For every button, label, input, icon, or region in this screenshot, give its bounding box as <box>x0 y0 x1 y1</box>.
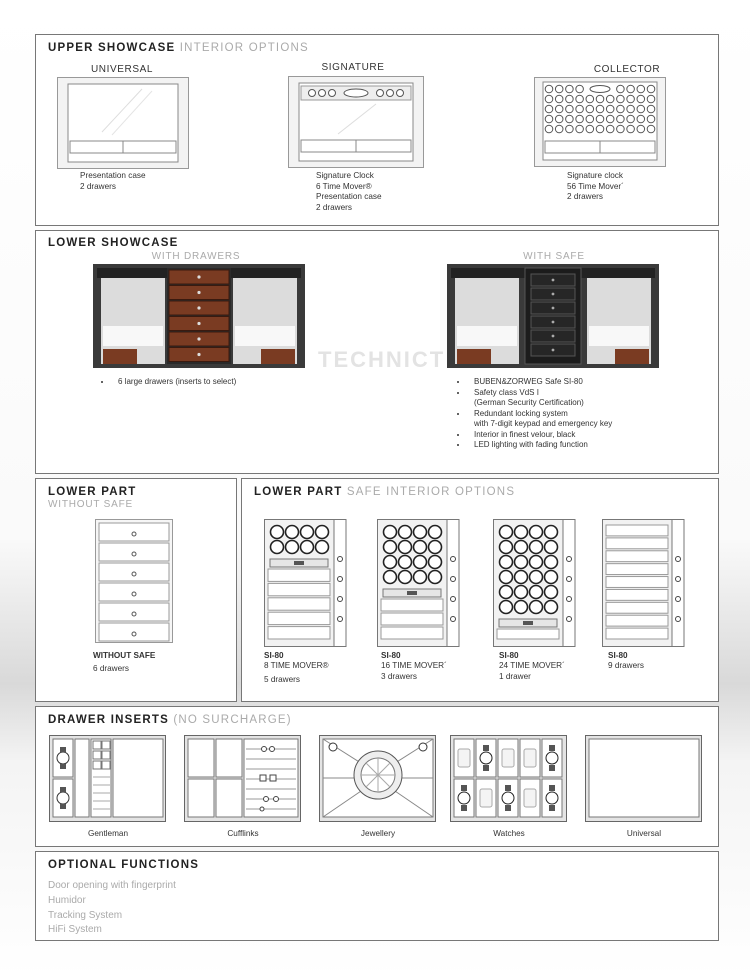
universal-case-image <box>57 77 189 169</box>
drawers-bullet-item: • 6 large drawers (inserts to select) <box>112 377 236 388</box>
insert-jewellery-label: Jewellery <box>360 829 396 838</box>
without-safe-caption-title: WITHOUT SAFE <box>93 651 156 660</box>
safe-bullets <box>452 377 612 451</box>
without-safe-caption-text: 6 drawers <box>93 664 129 673</box>
safe-option-model: SI-80 <box>264 651 284 660</box>
safe-bullet-item: • Redundant locking system with 7-digit keypad and emergency key <box>468 409 612 430</box>
safe-option-line2: 5 drawers <box>264 675 300 684</box>
safe-option-line1: 8 TIME MOVER® <box>264 661 329 670</box>
lower-showcase-title: LOWER SHOWCASE <box>48 237 179 249</box>
safe-option-image <box>377 519 463 647</box>
optional-functions-title: OPTIONAL FUNCTIONS <box>48 859 200 871</box>
without-safe-image <box>95 519 173 643</box>
insert-cufflinks-label: Cufflinks <box>227 829 259 838</box>
upper-showcase-title: UPPER SHOWCASE INTERIOR OPTIONS <box>48 42 309 54</box>
safe-option-image <box>493 519 579 647</box>
option-universal-caption: Presentation case 2 drawers <box>80 171 146 191</box>
watermark-text: TECHNICT <box>318 347 446 372</box>
lower-part-title: LOWER PART <box>48 486 137 498</box>
collector-case-image <box>534 77 666 167</box>
insert-watches-label: Watches <box>493 829 525 838</box>
insert-gentleman-image <box>49 735 167 825</box>
drawers-bullets <box>96 377 236 388</box>
safe-options-panel <box>241 478 719 702</box>
insert-universal-label: Universal <box>626 829 662 838</box>
safe-option-line2: 1 drawer <box>499 672 531 681</box>
safe-option-line1: 16 TIME MOVER´ <box>381 661 447 670</box>
functions-list <box>48 879 176 938</box>
drawers-showcase-image <box>93 264 305 368</box>
lower-part-panel <box>35 478 237 702</box>
safe-option-line1: 9 drawers <box>608 661 644 670</box>
safe-option-line1: 24 TIME MOVER´ <box>499 661 565 670</box>
safe-option-model: SI-80 <box>608 651 628 660</box>
insert-jewellery-image <box>319 735 437 825</box>
insert-watches-image <box>450 735 568 825</box>
safe-bullet-item: • BUBEN&ZORWEG Safe SI-80 <box>468 377 612 388</box>
function-item: Door opening with fingerprint <box>48 880 176 891</box>
drawer-inserts-title: DRAWER INSERTS (NO SURCHARGE) <box>48 714 292 726</box>
insert-cufflinks-image <box>184 735 302 825</box>
function-item: HiFi System <box>48 924 102 936</box>
safe-option-line2: 3 drawers <box>381 672 417 681</box>
insert-gentleman-label: Gentleman <box>87 829 129 838</box>
insert-universal-image <box>585 735 703 825</box>
function-item: Tracking System <box>48 909 123 921</box>
safe-option-model: SI-80 <box>381 651 401 660</box>
safe-option-image <box>602 519 688 647</box>
safe-option-image <box>264 519 350 647</box>
option-signature-caption: Signature Clock 6 Time Mover® Presentation case 2 drawers <box>316 171 382 212</box>
safe-bullet-item: • Safety class VdS I (German Security Certification) <box>468 388 612 409</box>
drawer-inserts-panel <box>35 706 719 847</box>
option-collector-label: COLLECTOR <box>593 64 661 75</box>
safe-bullet-item: • LED lighting with fading function <box>468 440 612 451</box>
option-signature-label: SIGNATURE <box>321 62 385 73</box>
safe-option-model: SI-80 <box>499 651 519 660</box>
safe-showcase-image <box>447 264 659 368</box>
option-collector-caption: Signature clock 56 Time Mover´ 2 drawers <box>567 171 624 201</box>
lower-part-subtitle: WITHOUT SAFE <box>48 499 133 510</box>
lower-showcase-panel <box>35 230 719 474</box>
option-universal-label: UNIVERSAL <box>90 64 154 75</box>
safe-bullet-item: • Interior in finest velour, black <box>468 430 612 441</box>
with-safe-label: WITH SAFE <box>523 251 585 262</box>
optional-functions-panel <box>35 851 719 941</box>
signature-case-image <box>288 76 424 168</box>
upper-showcase-panel <box>35 34 719 226</box>
safe-options-title: LOWER PART SAFE INTERIOR OPTIONS <box>254 486 516 498</box>
with-drawers-label: WITH DRAWERS <box>151 251 241 262</box>
function-item: Humidor <box>48 894 86 906</box>
